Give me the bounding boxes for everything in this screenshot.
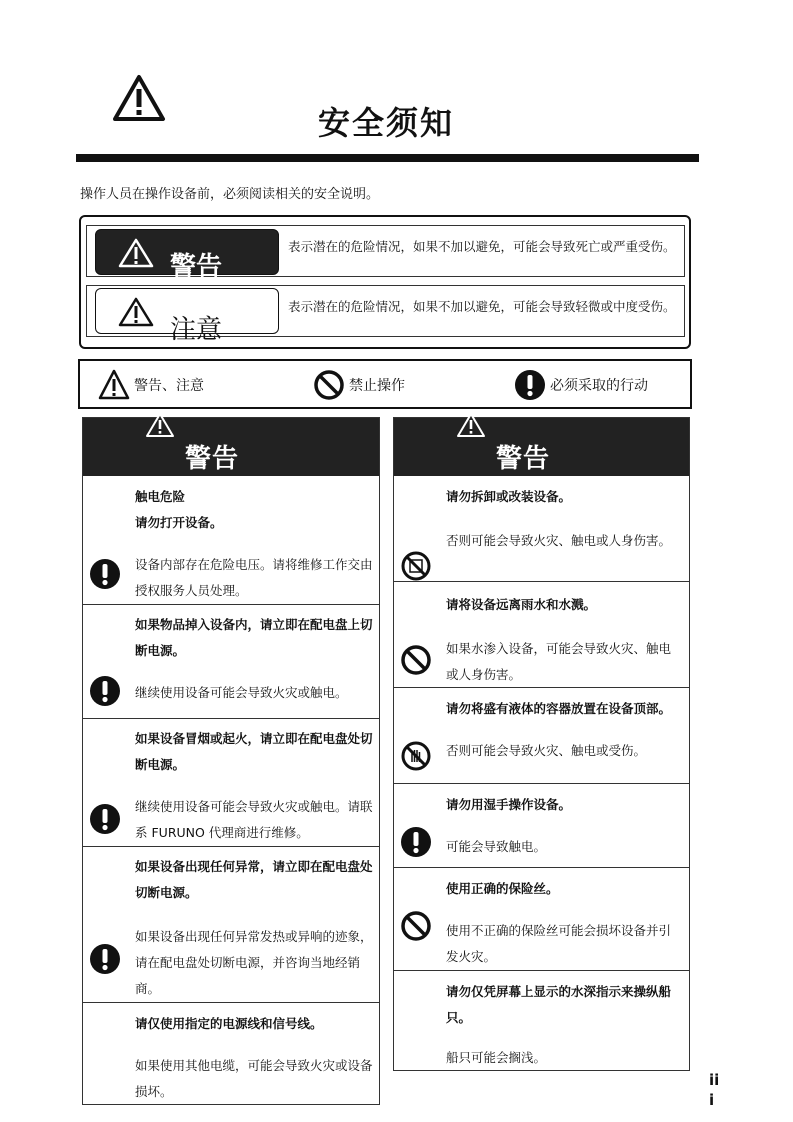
- right-entry-6: 请勿仅凭屏幕上显示的水深指示来操纵船只。 船只可能会搁浅。: [394, 970, 689, 1072]
- warning-triangle-icon: [118, 238, 154, 268]
- legend-caution-row: [86, 285, 685, 345]
- warning-badge: [95, 229, 279, 282]
- no-wet-hands-icon: [400, 740, 432, 772]
- page-title: 安全须知: [318, 104, 455, 142]
- left-entry-2: 如果物品掉入设备内，请立即在配电盘上切断电源。 继续使用设备可能会导致火灾或触电。: [83, 604, 379, 718]
- prohibited-icon: [400, 910, 432, 942]
- left-entry-3: 如果设备冒烟或起火，请立即在配电盘处切断电源。 继续使用设备可能会导致火灾或触电。请联系 FURUNO 代理商进行维修。: [83, 718, 379, 846]
- page-number: iii: [709, 1071, 720, 1109]
- warning-triangle-icon: [112, 74, 166, 122]
- prohibited-icon: [400, 644, 432, 676]
- left-warning-column: [82, 417, 380, 1105]
- warning-triangle-icon: [145, 412, 175, 438]
- left-entry-5: 请仅使用指定的电源线和信号线。 如果使用其他电缆，可能会导致火灾或设备损坏。: [83, 1002, 379, 1106]
- right-entry-5: 使用正确的保险丝。 使用不正确的保险丝可能会损坏设备并引发火灾。: [394, 867, 689, 970]
- warning-triangle-icon: [98, 369, 130, 401]
- exclamation-icon: [89, 943, 121, 975]
- no-disassembly-icon: [400, 550, 432, 582]
- caution-triangle-icon: [118, 297, 154, 327]
- right-entry-2: 请将设备远离雨水和水溅。 如果水渗入设备，可能会导致火灾、触电或人身伤害。: [394, 581, 689, 687]
- caution-badge: [95, 288, 279, 345]
- title-divider: [76, 154, 699, 162]
- right-entry-4: 请勿用湿手操作设备。 可能会导致触电。: [394, 783, 689, 867]
- prohibited-icon: [313, 369, 345, 401]
- exclamation-icon: [89, 558, 121, 590]
- legend-warning-row: [86, 225, 685, 282]
- warning-description: 表示潜在的危险情况，如果不加以避免，可能会导致死亡或严重受伤。: [288, 239, 676, 254]
- right-entry-3: 请勿将盛有液体的容器放置在设备顶部。 否则可能会导致火灾、触电或受伤。: [394, 687, 689, 783]
- exclamation-icon: [400, 826, 432, 858]
- caution-label: 注意: [170, 315, 223, 345]
- right-warning-column: [393, 417, 690, 1071]
- warning-label: 警告: [170, 252, 223, 282]
- exclamation-icon: [89, 803, 121, 835]
- left-entry-4: 如果设备出现任何异常，请立即在配电盘处切断电源。 如果设备出现任何异常发热或异响的迹象，请在配电盘处切断电源，并咨询当地经销商。: [83, 846, 379, 1002]
- warning-triangle-icon: [456, 412, 486, 438]
- right-column-header: 警告: [394, 418, 689, 476]
- left-entry-1: 触电危险 请勿打开设备。 设备内部存在危险电压。请将维修工作交由授权服务人员处理。: [83, 476, 379, 604]
- exclamation-icon: [89, 675, 121, 707]
- exclamation-icon: [514, 369, 546, 401]
- intro-text: 操作人员在操作设备前，必须阅读相关的安全说明。: [80, 187, 380, 202]
- symbol-key-bar: [78, 359, 692, 409]
- left-column-header: 警告: [83, 418, 379, 476]
- caution-description: 表示潜在的危险情况，如果不加以避免，可能会导致轻微或中度受伤。: [288, 299, 676, 314]
- symbol-warning-caution: 警告、注意: [98, 369, 204, 401]
- right-entry-1: 请勿拆卸或改装设备。 否则可能会导致火灾、触电或人身伤害。: [394, 476, 689, 581]
- symbol-mandatory: 必须采取的行动: [514, 369, 648, 401]
- symbol-prohibited: 禁止操作: [313, 369, 405, 401]
